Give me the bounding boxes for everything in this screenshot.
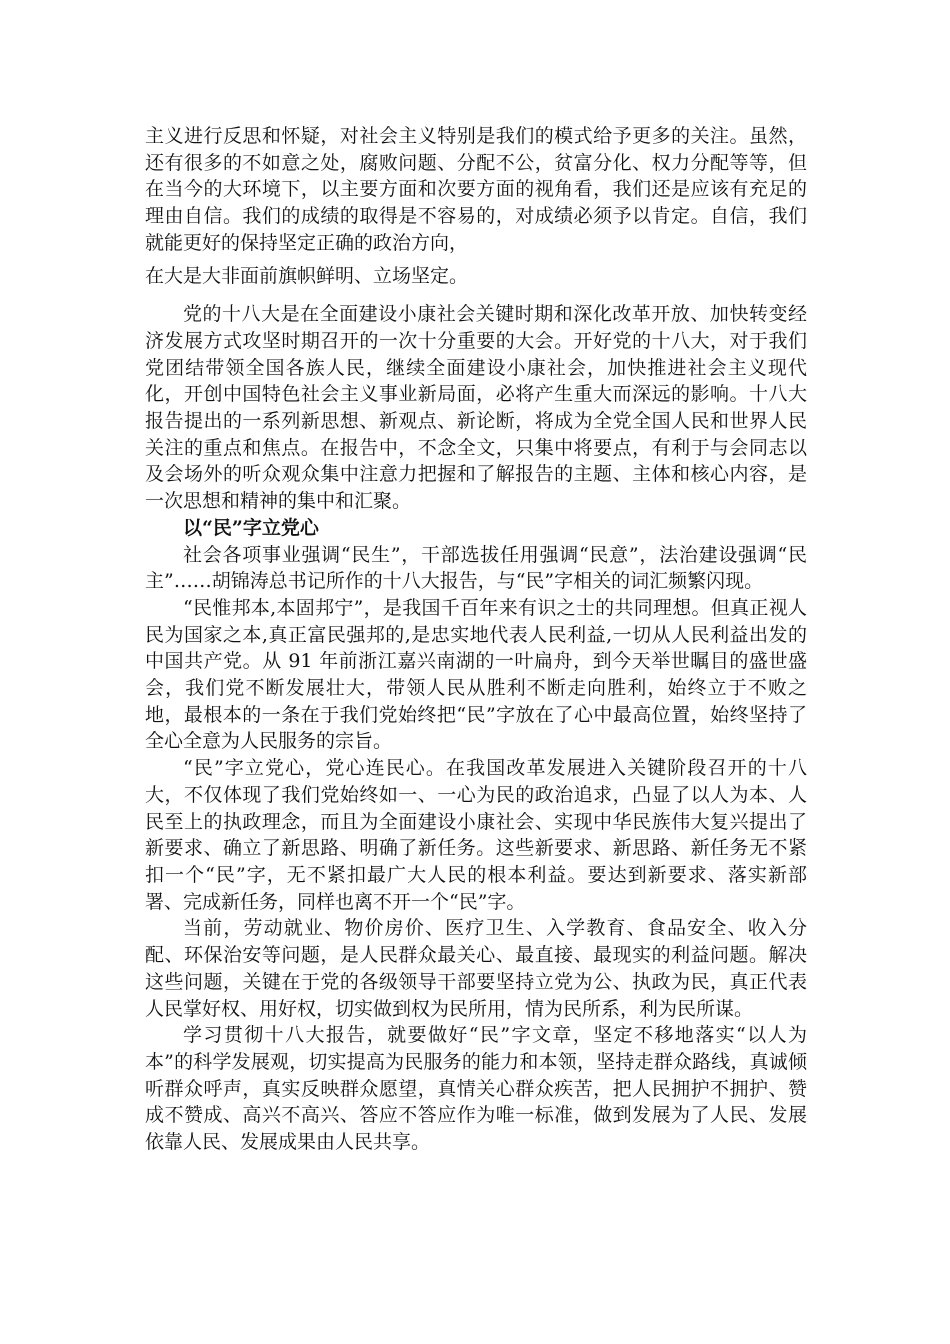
paragraph-continuation-end: 在大是大非面前旗帜鲜明、立场坚定。	[145, 264, 469, 287]
paragraph-continuation: 主义进行反思和怀疑，对社会主义特别是我们的模式给予更多的关注。虽然，还有很多的不如意之处，腐败问题、分配不公，贫富分化、权力分配等等，但在当今的大环境下，以主要方面和次要方面的视角看，我们还是应该有充足的理由自信。我们的成绩的取得是不容易的，对成绩必须予以肯定。自信，我们就能更好的保持坚定正确的政治方向，	[145, 125, 807, 254]
paragraph-min-keywords: 社会各项事业强调“民生”，干部选拔任用强调“民意”，法治建设强调“民主”……胡锦涛总书记所作的十八大报告，与“民”字相关的词汇频繁闪现。	[145, 543, 807, 593]
paragraph-min-wei-bang-ben: “民惟邦本,本固邦宁”，是我国千百年来有识之士的共同理想。但真正视人民为国家之本,真正富民强邦的,是忠实地代表人民利益,一切从人民利益出发的中国共产党。从 91 年前浙江嘉兴南湖的一叶扁舟，到今天举世瞩目的盛世盛会，我们党不断发展壮大，带领人民从胜利不断走向胜利，始终立于不败之地，最根本的一条在于我们党始终把“民”字放在了心中最高位置，始终坚持了全心全意为人民服务的宗旨。	[145, 596, 807, 753]
paragraph-party-heart: “民”字立党心，党心连民心。在我国改革发展进入关键阶段召开的十八大，不仅体现了我们党始终如一、一心为民的政治追求，凸显了以人为本、人民至上的执政理念，而且为全面建设小康社会、实现中华民族伟大复兴提出了新要求、确立了新思路、明确了新任务。这些新要求、新思路、新任务无不紧扣一个“民”字，无不紧扣最广大人民的根本利益。要达到新要求、落实新部署、完成新任务，同样也离不开一个“民”字。	[145, 757, 807, 913]
paragraph-current-issues: 当前，劳动就业、物价房价、医疗卫生、入学教育、食品安全、收入分配、环保治安等问题，是人民群众最关心、最直接、最现实的利益问题。解决这些问题，关键在于党的各级领导干部要坚持立党为公、执政为民，真正代表人民掌好权、用好权，切实做到权为民所用，情为民所系，利为民所谋。	[145, 917, 807, 1020]
section-heading: 以“民”字立党心	[183, 516, 319, 539]
document-body	[145, 123, 807, 1156]
paragraph-study-report: 学习贯彻十八大报告，就要做好“民”字文章，坚定不移地落实“以人为本”的科学发展观，切实提高为民服务的能力和本领，坚持走群众路线，真诚倾听群众呼声，真实反映群众愿望，真情关心群众疾苦，把人民拥护不拥护、赞成不赞成、高兴不高兴、答应不答应作为唯一标准，做到发展为了人民、发展依靠人民、发展成果由人民共享。	[145, 1024, 807, 1154]
paragraph-eighteenth-congress: 党的十八大是在全面建设小康社会关键时期和深化改革开放、加快转变经济发展方式攻坚时期召开的一次十分重要的大会。开好党的十八大，对于我们党团结带领全国各族人民，继续全面建设小康社会，加快推进社会主义现代化，开创中国特色社会主义事业新局面，必将产生重大而深远的影响。十八大报告提出的一系列新思想、新观点、新论断，将成为全党全国人民和世界人民关注的重点和焦点。在报告中，不念全文，只集中将要点，有利于与会同志以及会场外的听众观众集中注意力把握和了解报告的主题、主体和核心内容，是一次思想和精神的集中和汇聚。	[145, 303, 807, 513]
